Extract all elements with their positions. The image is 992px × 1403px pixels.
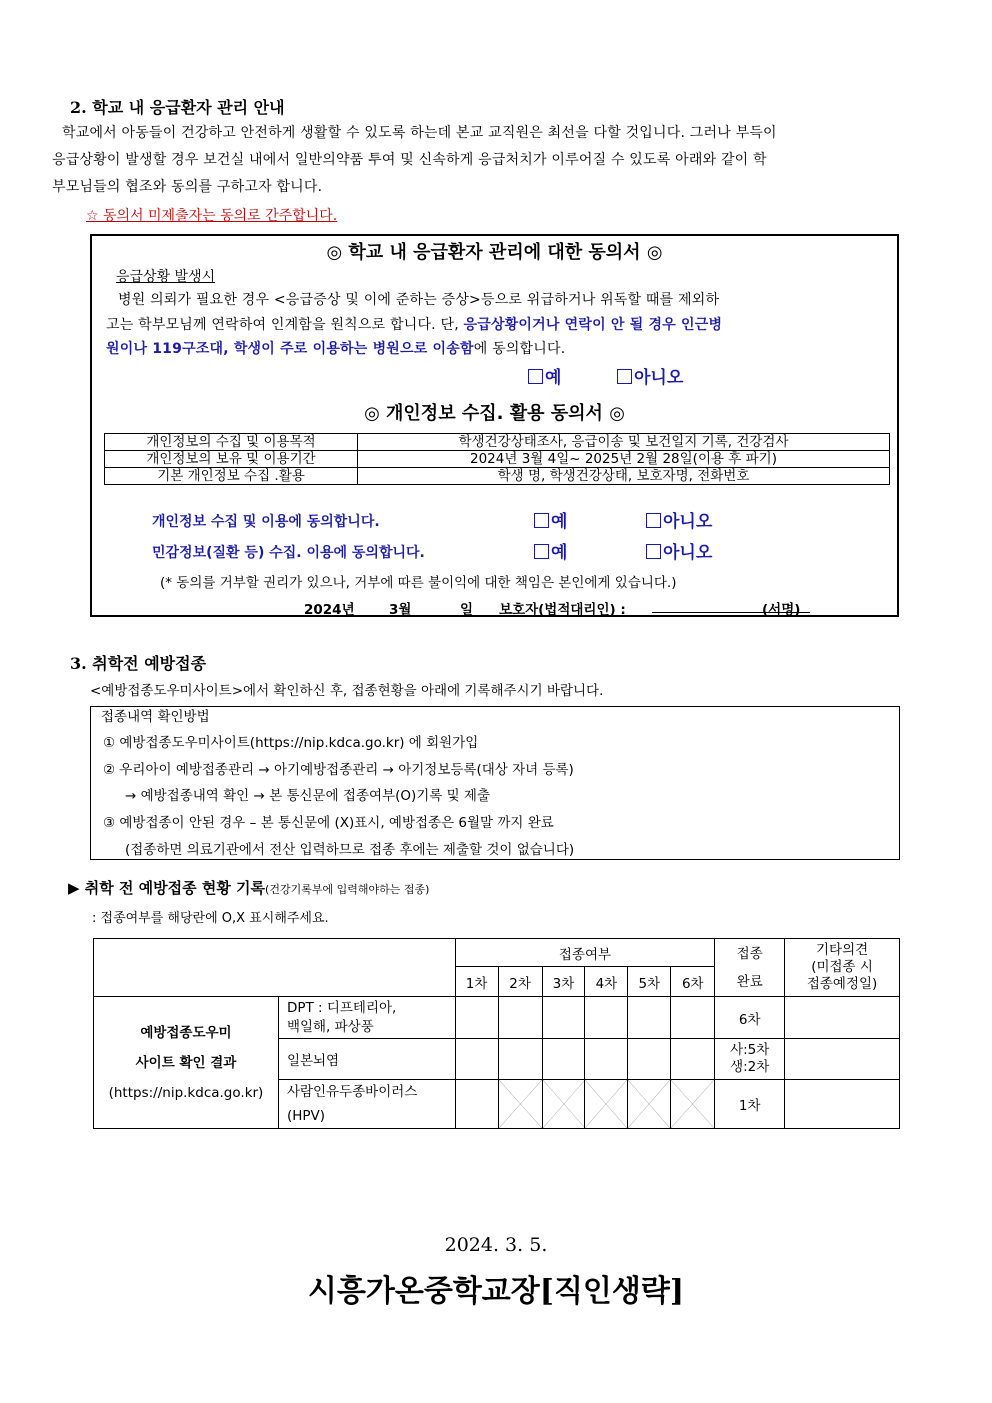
je-done: 사:5차 생:2차	[715, 1039, 785, 1080]
signature-day: 일	[460, 602, 474, 618]
privacy-period-label: 개인정보의 보유 및 이용기간	[105, 451, 358, 468]
method-step-3b: (접종하면 의료기관에서 전산 입력하므로 접종 후에는 제출할 것이 없습니다)	[125, 842, 575, 858]
table-row	[105, 434, 890, 451]
je-dose-5[interactable]	[628, 1039, 671, 1080]
privacy-period-value: 2024년 3월 4일~ 2025년 2월 28일(이용 후 파기)	[358, 451, 890, 468]
cross-mark-icon	[671, 1080, 714, 1128]
vaccine-hpv-name: 사람인유두종바이러스 (HPV)	[278, 1080, 455, 1129]
document-date: 2024. 3. 5.	[444, 1234, 548, 1256]
cross-mark-icon	[499, 1080, 542, 1128]
sensitive-info-yes-checkbox[interactable]: 예	[534, 538, 567, 563]
header-dose-2: 2차	[498, 967, 542, 997]
table-row	[105, 468, 890, 485]
header-status: 접종여부	[455, 939, 715, 967]
signature-guardian-label: 보호자(법적대리인) :	[499, 602, 626, 618]
section2-para-line3: 부모님들의 협조와 동의를 구하고자 합니다.	[52, 179, 323, 195]
header-dose-6: 6차	[671, 967, 715, 997]
header-dose-3: 3차	[542, 967, 585, 997]
consent-body-line2: 고는 학부모님께 연락하여 인계함을 원칙으로 합니다. 단, 응급상황이거나 연락이 안 될 경우 인근병	[106, 317, 723, 333]
school-principal: 시흥가온중학교장[직인생략]	[307, 1274, 685, 1309]
consent-title-emergency: ◎ 학교 내 응급환자 관리에 대한 동의서 ◎	[326, 242, 663, 263]
hpv-dose-4-crossed	[585, 1080, 628, 1129]
dpt-dose-5[interactable]	[628, 997, 671, 1039]
emergency-no-checkbox[interactable]: 아니오	[617, 363, 683, 388]
header-dose-1: 1차	[455, 967, 498, 997]
consent-box	[90, 234, 899, 617]
je-dose-4[interactable]	[585, 1039, 628, 1080]
record-heading: ▶ 취학 전 예방접종 현황 기록(건강기록부에 입력해야하는 접종)	[68, 879, 430, 897]
dpt-dose-6[interactable]	[671, 997, 715, 1039]
personal-info-yes-checkbox[interactable]: 예	[534, 507, 567, 532]
hpv-dose-3-crossed	[542, 1080, 585, 1129]
row-header-site-result: 예방접종도우미 사이트 확인 결과 (https://nip.kdca.go.kr)	[94, 997, 279, 1129]
method-step-3: ③ 예방접종이 안된 경우 – 본 통신문에 (X)표시, 예방접종은 6월말 까지 완료	[103, 815, 554, 831]
header-etc: 기타의견 (미접종 시 접종예정일)	[785, 939, 900, 997]
hpv-dose-6-crossed	[671, 1080, 715, 1129]
header-dose-5: 5차	[628, 967, 671, 997]
cross-mark-icon	[585, 1080, 627, 1128]
privacy-basic-value: 학생 명, 학생건강상태, 보호자명, 전화번호	[358, 468, 890, 485]
privacy-basic-label: 기본 개인정보 수집 .활용	[105, 468, 358, 485]
vaccine-je-name: 일본뇌염	[278, 1039, 455, 1080]
section2-heading: 2. 학교 내 응급환자 관리 안내	[70, 98, 285, 117]
consent-title-privacy: ◎ 개인정보 수집. 활용 동의서 ◎	[364, 403, 625, 424]
sensitive-info-no-checkbox[interactable]: 아니오	[646, 538, 712, 563]
hpv-etc[interactable]	[785, 1080, 900, 1129]
privacy-table	[104, 433, 890, 485]
je-dose-6[interactable]	[671, 1039, 715, 1080]
dpt-done: 6차	[715, 997, 785, 1039]
agree-sensitive-info-label: 민감정보(질환 등) 수집. 이용에 동의합니다.	[152, 545, 425, 561]
cross-mark-icon	[628, 1080, 670, 1128]
signature-year: 2024년	[304, 602, 355, 618]
je-dose-2[interactable]	[498, 1039, 542, 1080]
dpt-etc[interactable]	[785, 997, 900, 1039]
emergency-yes-checkbox[interactable]: 예	[528, 363, 561, 388]
section2-para-line1: 학교에서 아동들이 건강하고 안전하게 생활할 수 있도록 하는데 본교 교직원은 최선을 다할 것입니다. 그러나 부득이	[62, 125, 777, 141]
hpv-dose-2-crossed	[498, 1080, 542, 1129]
agree-personal-info-label: 개인정보 수집 및 이용에 동의합니다.	[152, 514, 380, 530]
header-done: 접종 완료	[715, 939, 785, 997]
dpt-dose-3[interactable]	[542, 997, 585, 1039]
record-note: : 접종여부를 해당란에 O,X 표시해주세요.	[92, 911, 329, 926]
table-corner	[94, 939, 456, 997]
section3-heading: 3. 취학전 예방접종	[70, 654, 207, 673]
cross-mark-icon	[543, 1080, 585, 1128]
dpt-dose-1[interactable]	[455, 997, 498, 1039]
method-step-2b: → 예방접종내역 확인 → 본 통신문에 접종여부(O)기록 및 제출	[125, 788, 491, 804]
emergency-subheading: 응급상황 발생시	[116, 269, 216, 285]
je-etc[interactable]	[785, 1039, 900, 1080]
hpv-dose-5-crossed	[628, 1080, 671, 1129]
signature-sign: (서명)	[762, 602, 801, 618]
privacy-purpose-value: 학생건강상태조사, 응급이송 및 보건일지 기록, 건강검사	[358, 434, 890, 451]
consent-body-line1: 병원 의뢰가 필요한 경우 <응급증상 및 이에 준하는 증상>등으로 위급하거나 위독할 때를 제외하	[118, 292, 720, 308]
hpv-done: 1차	[715, 1080, 785, 1129]
consent-body-line3: 원이나 119구조대, 학생이 주로 이용하는 병원으로 이송함에 동의합니다.	[106, 341, 566, 357]
vaccination-check-method-box	[90, 706, 900, 860]
personal-info-no-checkbox[interactable]: 아니오	[646, 507, 712, 532]
hpv-dose-1[interactable]	[455, 1080, 498, 1129]
privacy-purpose-label: 개인정보의 수집 및 이용목적	[105, 434, 358, 451]
table-row	[94, 939, 900, 967]
section3-intro: <예방접종도우미사이트>에서 확인하신 후, 접종현황을 아래에 기록해주시기 바랍니다.	[90, 683, 604, 699]
method-title: 접종내역 확인방법	[101, 709, 210, 725]
signature-month: 3월	[389, 602, 412, 618]
method-step-1: ① 예방접종도우미사이트(https://nip.kdca.go.kr) 에 회원가입	[103, 735, 479, 751]
vaccination-table	[93, 938, 900, 1129]
consent-warning: ☆ 동의서 미제출자는 동의로 간주합니다.	[86, 208, 338, 224]
dpt-dose-2[interactable]	[498, 997, 542, 1039]
je-dose-1[interactable]	[455, 1039, 498, 1080]
refusal-notice: (* 동의를 거부할 권리가 있으나, 거부에 따른 불이익에 대한 책임은 본인에게 있습니다.)	[160, 575, 677, 591]
je-dose-3[interactable]	[542, 1039, 585, 1080]
dpt-dose-4[interactable]	[585, 997, 628, 1039]
section2-para-line2: 응급상황이 발생할 경우 보건실 내에서 일반의약품 투여 및 신속하게 응급처치가 이루어질 수 있도록 아래와 같이 학	[52, 152, 767, 168]
method-step-2: ② 우리아이 예방접종관리 → 아기예방접종관리 → 아기정보등록(대상 자녀 등록)	[103, 762, 574, 778]
table-row	[105, 451, 890, 468]
header-dose-4: 4차	[585, 967, 628, 997]
vaccine-dpt-name: DPT : 디프테리아, 백일해, 파상풍	[278, 997, 455, 1039]
table-row	[94, 997, 900, 1039]
